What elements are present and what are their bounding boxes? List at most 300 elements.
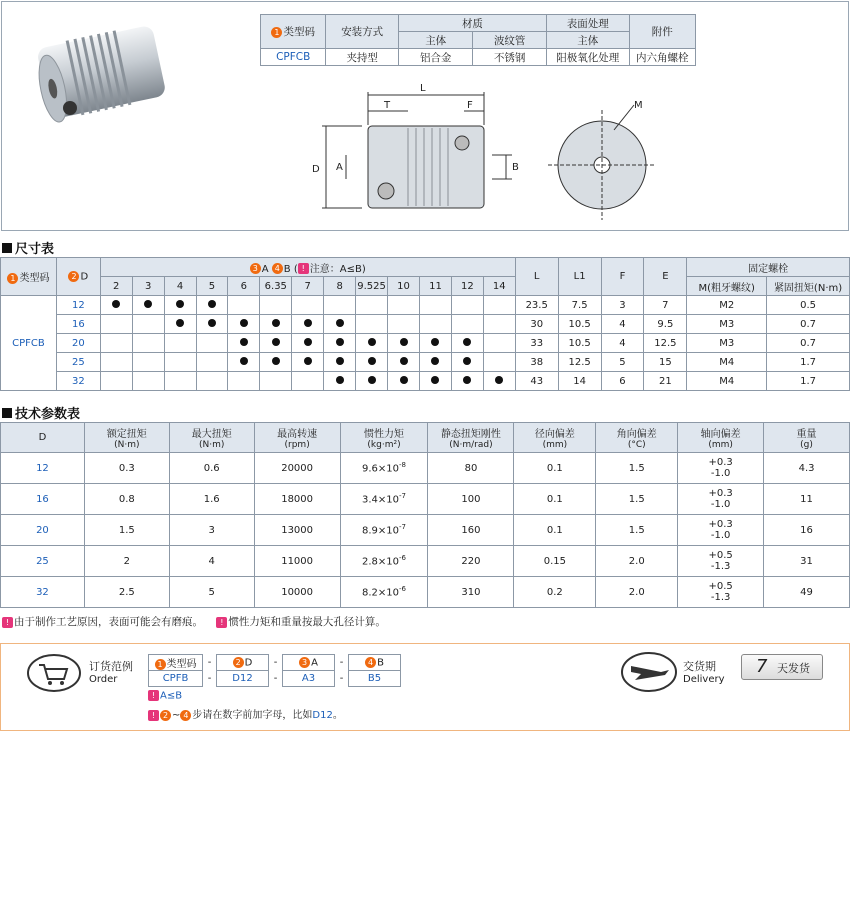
install-cell: 夹持型: [326, 49, 399, 66]
tech-header-title: 惯性力矩: [364, 429, 405, 440]
inertia-base: 3.4×10: [362, 494, 400, 506]
bore-cell: [292, 296, 324, 315]
availability-dot: [400, 357, 408, 365]
order-label-en: Order: [89, 674, 118, 685]
tech-stiff: 100: [428, 484, 514, 515]
size-E: 9.5: [644, 315, 687, 334]
bore-cell: [292, 334, 324, 353]
tech-rpm: 10000: [254, 577, 340, 608]
o-note2b: 步请在数字前加字母，比如: [192, 710, 313, 721]
o-n2: 2: [160, 710, 171, 721]
delivery-days: 7: [756, 656, 768, 677]
bore-header: 8: [324, 277, 356, 296]
tech-D: 32: [1, 577, 85, 608]
availability-dot: [336, 319, 344, 327]
tech-radial: 0.1: [514, 484, 596, 515]
bore-cell: [132, 334, 164, 353]
bore-cell: [451, 296, 483, 315]
bore-cell: [324, 296, 356, 315]
size-row: [1, 296, 850, 315]
availability-dot: [431, 338, 439, 346]
tech-weight: 16: [764, 515, 850, 546]
num-1: 1: [271, 27, 282, 38]
bore-cell: [388, 353, 420, 372]
tech-rated: 1.5: [84, 515, 169, 546]
delivery-cn: 交货期: [683, 660, 716, 673]
availability-dot: [463, 376, 471, 384]
tech-header: [169, 423, 254, 453]
h-L: L: [515, 258, 558, 296]
o-v3: A3: [283, 671, 335, 687]
size-M: M3: [687, 315, 767, 334]
size-T: 0.5: [767, 296, 850, 315]
bore-header: 9.525: [356, 277, 388, 296]
size-F: 4: [601, 334, 644, 353]
bore-header: 10: [388, 277, 420, 296]
bore-cell: [228, 315, 260, 334]
bore-cell: [196, 315, 228, 334]
bore-cell: [164, 353, 196, 372]
bore-header: 12: [451, 277, 483, 296]
tech-max: 0.6: [169, 453, 254, 484]
o-v1: CPFB: [149, 671, 203, 687]
inertia-base: 2.8×10: [362, 556, 400, 568]
availability-dot: [240, 319, 248, 327]
bore-cell: [260, 353, 292, 372]
note2-icon: !: [216, 617, 227, 628]
bore-cell: [388, 334, 420, 353]
inertia-base: 8.9×10: [362, 525, 400, 537]
tech-header-unit: (mm): [542, 440, 568, 450]
tech-header-title: 径向偏差: [534, 429, 575, 440]
availability-dot: [400, 376, 408, 384]
availability-dot: [240, 357, 248, 365]
bore-cell: [164, 296, 196, 315]
tech-angular: 2.0: [596, 546, 678, 577]
bore-cell: [260, 372, 292, 391]
tech-row: [1, 546, 850, 577]
h-a: A: [261, 263, 269, 275]
tech-header-unit: (N·m): [199, 440, 225, 450]
bore-cell: [356, 353, 388, 372]
bore-cell: [100, 372, 132, 391]
body-cell: 铝合金: [398, 49, 473, 66]
bore-cell: [196, 334, 228, 353]
o-note1: A≤B: [160, 690, 183, 702]
availability-dot: [272, 319, 280, 327]
size-d: 12: [56, 296, 100, 315]
o-warn2: !: [148, 710, 159, 721]
axial-minus: -1.0: [710, 499, 731, 510]
o-num3: 3: [299, 657, 310, 668]
size-E: 7: [644, 296, 687, 315]
h-type2: 类型码: [19, 273, 50, 284]
axial-minus: -1.0: [710, 530, 731, 541]
surface-cell: 阳极氧化处理: [546, 49, 629, 66]
tech-header-unit: (g): [800, 440, 813, 450]
tech-angular: 2.0: [596, 577, 678, 608]
availability-dot: [304, 319, 312, 327]
bore-cell: [324, 372, 356, 391]
inertia-exp: -6: [399, 554, 407, 563]
bore-header: 6: [228, 277, 260, 296]
tech-header: [254, 423, 340, 453]
tech-max: 5: [169, 577, 254, 608]
size-L1: 12.5: [558, 353, 601, 372]
dimension-drawing: [312, 80, 672, 220]
bore-cell: [228, 372, 260, 391]
availability-dot: [304, 338, 312, 346]
tech-max: 4: [169, 546, 254, 577]
dim-L: L: [420, 83, 426, 94]
tech-row: [1, 484, 850, 515]
tech-inertia: [340, 546, 428, 577]
availability-dot: [400, 338, 408, 346]
bore-cell: [451, 334, 483, 353]
h-m: M(粗牙螺纹): [687, 277, 767, 296]
tech-header: [764, 423, 850, 453]
bore-cell: [132, 296, 164, 315]
tech-header-title: 角向偏差: [616, 429, 657, 440]
bore-cell: [132, 315, 164, 334]
h-accessory: 附件: [629, 15, 696, 49]
h-note: 注意：A≤B: [309, 263, 362, 275]
bore-header: 7: [292, 277, 324, 296]
tech-table: [0, 422, 850, 608]
bore-cell: [451, 372, 483, 391]
tech-header-unit: (°C): [627, 440, 646, 450]
bore-cell: [228, 334, 260, 353]
tech-axial: [678, 577, 764, 608]
dim-B: B: [512, 162, 519, 173]
tech-row: [1, 515, 850, 546]
notes: [2, 614, 386, 629]
bore-cell: [483, 296, 515, 315]
bore-cell: [324, 315, 356, 334]
bore-header: 6.35: [260, 277, 292, 296]
tech-inertia: [340, 515, 428, 546]
size-row: [1, 334, 850, 353]
inertia-exp: -6: [399, 585, 407, 594]
availability-dot: [208, 300, 216, 308]
size-L1: 10.5: [558, 315, 601, 334]
note1-icon: !: [2, 617, 13, 628]
h-b: B: [283, 263, 291, 275]
bellows-cell: 不锈钢: [473, 49, 547, 66]
o-warn1: !: [148, 690, 159, 701]
dim-M: M: [634, 100, 643, 111]
bore-cell: [260, 334, 292, 353]
inertia-base: 9.6×10: [362, 463, 400, 475]
tech-rpm: 13000: [254, 515, 340, 546]
size-table: 1 类型码 2 D 3 A 4 B ( ! 注意：A≤B) L L1 F E 固定螺栓 2 3 4 5 6 6.35 7 8 9.525 10 11 12 14 M(粗牙螺纹) 紧固扭矩(N·m) CPFCB 12 23.5 7.5 3 7 M2 0.5 16 30 10.5 4 9.5 M3 0.7 20 33 10.5 4 12.5 M3 0.7 25 38 12.5 5 15 M4 1.7 32 43 14 6 21 M4 1.7: [0, 257, 850, 391]
bore-cell: [196, 372, 228, 391]
o-v2: D12: [217, 671, 269, 687]
availability-dot: [431, 376, 439, 384]
tech-stiff: 160: [428, 515, 514, 546]
availability-dot: [495, 376, 503, 384]
tech-header-unit: (N·m): [114, 440, 140, 450]
o-tilde: ~: [172, 710, 181, 721]
tech-header: [514, 423, 596, 453]
bore-cell: [260, 315, 292, 334]
tech-inertia: [340, 484, 428, 515]
num-2: 2: [68, 271, 79, 282]
note2-text: 惯性力矩和重量按最大孔径计算。: [228, 616, 386, 628]
size-T: 1.7: [767, 353, 850, 372]
delivery-box: [741, 654, 823, 680]
o-num2: 2: [233, 657, 244, 668]
h-install: 安装方式: [326, 15, 399, 49]
order-note2: [148, 706, 343, 721]
tech-rpm: 20000: [254, 453, 340, 484]
size-L: 23.5: [515, 296, 558, 315]
bore-header: 5: [196, 277, 228, 296]
accessory-cell: 内六角螺栓: [629, 49, 696, 66]
order-label-cn: 订货范例: [89, 660, 133, 673]
size-L: 33: [515, 334, 558, 353]
note1-text: 由于制作工艺原因，表面可能会有磨痕。: [14, 616, 203, 628]
availability-dot: [368, 338, 376, 346]
bore-cell: [100, 296, 132, 315]
tech-D: 20: [1, 515, 85, 546]
tech-row: [1, 577, 850, 608]
size-d: 25: [56, 353, 100, 372]
o-num4: 4: [365, 657, 376, 668]
size-F: 4: [601, 315, 644, 334]
o-vsep3: -: [335, 671, 349, 687]
size-T: 1.7: [767, 372, 850, 391]
tech-header: [596, 423, 678, 453]
num-3: 3: [250, 263, 261, 274]
tech-weight: 49: [764, 577, 850, 608]
axial-plus: +0.3: [708, 519, 733, 530]
h-surface-body: 主体: [546, 32, 629, 49]
size-L: 38: [515, 353, 558, 372]
bore-header: 4: [164, 277, 196, 296]
bore-cell: [132, 353, 164, 372]
bore-cell: [132, 372, 164, 391]
tech-header-unit: (mm): [708, 440, 733, 450]
bore-cell: [483, 334, 515, 353]
tech-inertia: [340, 453, 428, 484]
size-d: 20: [56, 334, 100, 353]
size-L1: 7.5: [558, 296, 601, 315]
tech-header: [428, 423, 514, 453]
tech-header-unit: (N·m/rad): [449, 440, 493, 450]
bore-cell: [419, 353, 451, 372]
bore-cell: [356, 315, 388, 334]
o-v4: B5: [349, 671, 401, 687]
size-E: 12.5: [644, 334, 687, 353]
tech-axial: [678, 515, 764, 546]
axial-plus: +0.5: [708, 550, 733, 561]
h-screw: 固定螺栓: [687, 258, 850, 277]
axial-plus: +0.5: [708, 581, 733, 592]
tech-axial: [678, 484, 764, 515]
bore-cell: [292, 372, 324, 391]
bore-cell: [419, 296, 451, 315]
size-d: 32: [56, 372, 100, 391]
h-type: 类型码: [283, 26, 315, 38]
order-code-table: [148, 654, 401, 687]
tech-weight: 31: [764, 546, 850, 577]
size-section-title: 尺寸表: [2, 238, 54, 257]
tech-rated: 2: [84, 546, 169, 577]
product-header-panel: [1, 1, 849, 231]
axial-minus: -1.0: [710, 468, 731, 479]
tech-angular: 1.5: [596, 515, 678, 546]
bore-cell: [100, 353, 132, 372]
bore-cell: [419, 334, 451, 353]
axial-plus: +0.3: [708, 488, 733, 499]
tech-radial: 0.1: [514, 453, 596, 484]
tech-header-title: 额定扭矩: [106, 429, 147, 440]
size-row: [1, 315, 850, 334]
availability-dot: [208, 319, 216, 327]
axial-plus: +0.3: [708, 457, 733, 468]
o-vsep2: -: [269, 671, 283, 687]
tech-header-title: 最高转速: [277, 429, 318, 440]
size-F: 6: [601, 372, 644, 391]
tech-angular: 1.5: [596, 484, 678, 515]
bore-header: 3: [132, 277, 164, 296]
tech-section-title: 技术参数表: [2, 403, 80, 422]
o-num1: 1: [155, 659, 166, 670]
bore-cell: [260, 296, 292, 315]
bore-cell: [292, 353, 324, 372]
tech-weight: 4.3: [764, 453, 850, 484]
dim-D: D: [312, 164, 320, 175]
tech-stiff: 310: [428, 577, 514, 608]
dim-T: T: [384, 100, 391, 111]
tech-header: [340, 423, 428, 453]
bore-cell: [228, 296, 260, 315]
tech-radial: 0.1: [514, 515, 596, 546]
o-n4: 4: [180, 710, 191, 721]
o-h1: 类型码: [166, 659, 197, 670]
bore-cell: [100, 315, 132, 334]
size-d: 16: [56, 315, 100, 334]
size-F: 3: [601, 296, 644, 315]
bore-cell: [356, 334, 388, 353]
bore-cell: [324, 353, 356, 372]
inertia-exp: -7: [399, 492, 407, 501]
bore-cell: [483, 353, 515, 372]
tech-header-title: 静态扭矩刚性: [440, 429, 501, 440]
tech-header: [678, 423, 764, 453]
availability-dot: [112, 300, 120, 308]
code-cell: CPFCB: [261, 49, 326, 66]
h-F: F: [601, 258, 644, 296]
axial-minus: -1.3: [710, 561, 731, 572]
num-4: 4: [272, 263, 283, 274]
bore-cell: [388, 296, 420, 315]
tech-angular: 1.5: [596, 453, 678, 484]
tech-header-title: 轴向偏差: [700, 429, 741, 440]
dim-F: F: [467, 100, 473, 111]
bore-cell: [196, 353, 228, 372]
tech-axial: [678, 453, 764, 484]
tech-rated: 0.3: [84, 453, 169, 484]
size-M: M4: [687, 372, 767, 391]
tech-rated: 2.5: [84, 577, 169, 608]
size-row: [1, 353, 850, 372]
h-d: D: [80, 271, 89, 283]
axial-minus: -1.3: [710, 592, 731, 603]
size-M: M2: [687, 296, 767, 315]
o-sep1: -: [203, 655, 217, 671]
size-L1: 10.5: [558, 334, 601, 353]
tech-rpm: 11000: [254, 546, 340, 577]
tech-header-title: D: [38, 432, 47, 443]
tech-header-unit: (rpm): [284, 440, 310, 450]
bore-cell: [451, 315, 483, 334]
tech-rpm: 18000: [254, 484, 340, 515]
bore-header: 14: [483, 277, 515, 296]
bore-cell: [419, 372, 451, 391]
bore-cell: [324, 334, 356, 353]
delivery-en: Delivery: [683, 674, 725, 685]
order-example-panel: [0, 643, 850, 731]
size-L: 43: [515, 372, 558, 391]
size-E: 15: [644, 353, 687, 372]
tech-radial: 0.15: [514, 546, 596, 577]
tech-header-unit: (kg·m²): [367, 440, 401, 450]
h-material: 材质: [398, 15, 546, 32]
bore-cell: [164, 334, 196, 353]
h-torque: 紧固扭矩(N·m): [767, 277, 850, 296]
size-row: [1, 372, 850, 391]
bore-cell: [228, 353, 260, 372]
tech-stiff: 220: [428, 546, 514, 577]
tech-row: [1, 453, 850, 484]
tech-rated: 0.8: [84, 484, 169, 515]
availability-dot: [176, 319, 184, 327]
tech-max: 1.6: [169, 484, 254, 515]
bore-cell: [196, 296, 228, 315]
size-L1: 14: [558, 372, 601, 391]
size-E: 21: [644, 372, 687, 391]
o-sep2: -: [269, 655, 283, 671]
coupling-product-photo: [22, 10, 182, 128]
bore-cell: [451, 353, 483, 372]
size-M: M4: [687, 353, 767, 372]
size-T: 0.7: [767, 334, 850, 353]
availability-dot: [463, 357, 471, 365]
bore-cell: [100, 334, 132, 353]
tech-header: [84, 423, 169, 453]
tech-weight: 11: [764, 484, 850, 515]
bore-cell: [483, 372, 515, 391]
bore-cell: [356, 372, 388, 391]
availability-dot: [176, 300, 184, 308]
inertia-base: 8.2×10: [362, 587, 400, 599]
bore-cell: [483, 315, 515, 334]
availability-dot: [463, 338, 471, 346]
bore-header: 2: [100, 277, 132, 296]
availability-dot: [144, 300, 152, 308]
tech-inertia: [340, 577, 428, 608]
size-L: 30: [515, 315, 558, 334]
order-note1: [148, 690, 182, 702]
delivery-days-label: 天发货: [776, 662, 810, 675]
availability-dot: [272, 338, 280, 346]
bore-cell: [388, 315, 420, 334]
num-1b: 1: [7, 273, 18, 284]
bore-cell: [164, 372, 196, 391]
o-vsep1: -: [203, 671, 217, 687]
